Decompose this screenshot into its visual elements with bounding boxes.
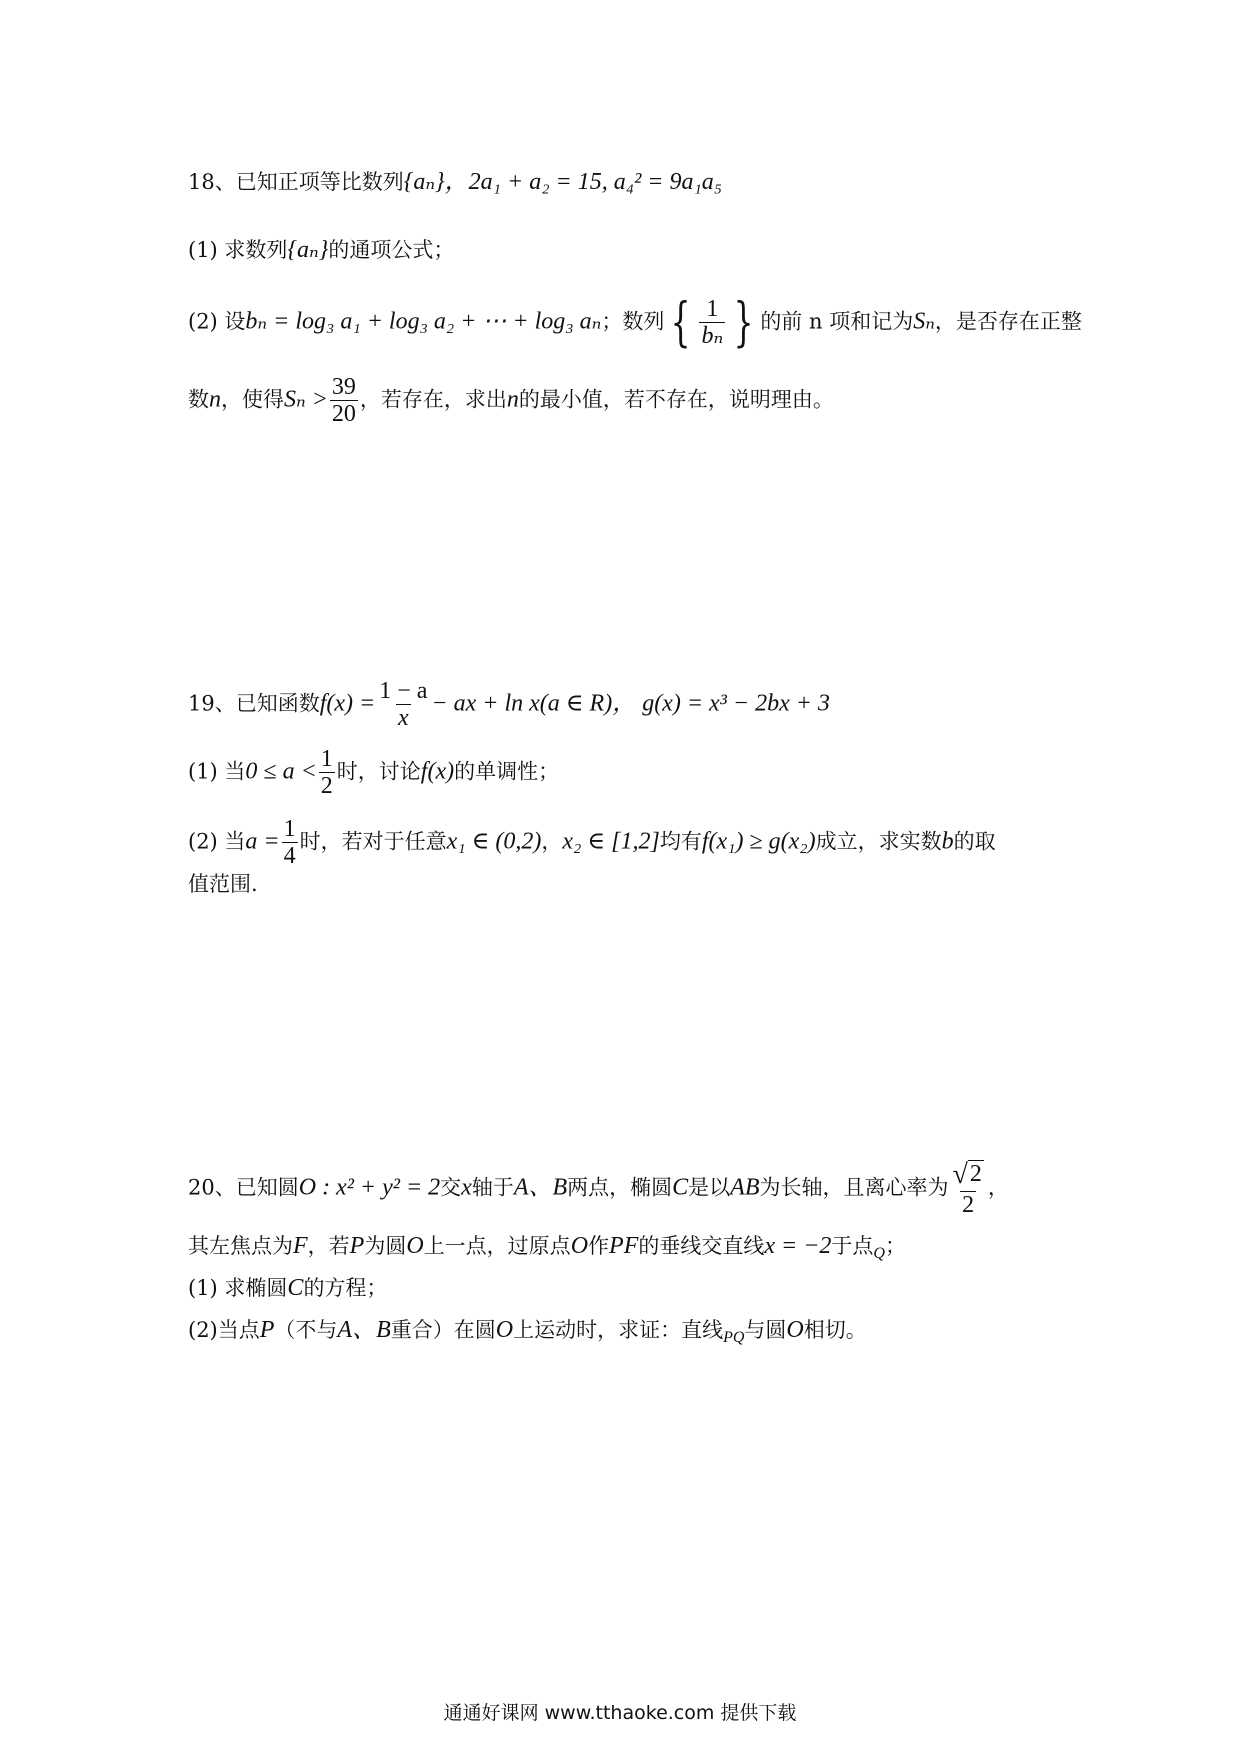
q20-eccentricity: √ 2 2 <box>952 1159 982 1218</box>
page-footer: 通通好课网 www.tthaoke.com 提供下载 <box>443 1702 797 1724</box>
q18-heading: 18、已知正项等比数列{aₙ}，2a₁ + a₂ = 15, a₄² = 9a₁a₅ <box>188 169 723 195</box>
q18-fraction-39-20: $\frac{39}{20}$ <box>331 374 356 428</box>
q19-part2-continued: 值范围. <box>188 872 258 896</box>
q20-heading: 20、已知圆O : x² + y² = 2交x轴于A、B两点，椭圆C是以AB为长轴，且离心率为 √ 2 2 ， <box>188 1159 1009 1218</box>
q18-part2: (2) 设bₙ = log₃ a₁ + log₃ a₂ + ⋯ + log₃ aₙ；数列 { $\frac{1}{\text{bₙ}}$ } 的前 n 项和记为Sₙ，是否存在正整 <box>188 292 1082 353</box>
q19-fraction-half: $\frac{1}{2}$ <box>320 746 333 800</box>
q18-condition: {aₙ}，2a₁ + a₂ = 15, a₄² = 9a₁a₅ <box>403 169 723 195</box>
q19-part1: (1) 当0 ≤ a < $\frac{1}{2}$ 时，讨论f(x)的单调性； <box>188 746 560 800</box>
q18-sequence-brace: { $\frac{1}{\text{bₙ}}$ } <box>671 292 754 353</box>
q19-heading: 19、已知函数f(x) = $\frac{1 - a}{x}$ − ax + ln x(a ∈ R)， g(x) = x³ − 2bx + 3 <box>188 678 830 732</box>
q19-part2: (2) 当a = $\frac{1}{4}$ 时，若对于任意x₁ ∈ (0,2)，x₂ ∈ [1,2]均有f(x₁) ≥ g(x₂)成立，求实数b的取 <box>188 816 996 870</box>
q20-line2: 其左焦点为F，若P为圆O上一点，过原点O作PF的垂线交直线x = −2于点$_Q$； <box>188 1233 906 1263</box>
q19-fraction-quarter: $\frac{1}{4}$ <box>283 816 296 870</box>
q18-part2-continued: 数n，使得Sₙ > $\frac{39}{20}$ ，若存在，求出n的最小值，若不存在，说明理由。 <box>188 374 834 428</box>
q20-part1: (1) 求椭圆C的方程； <box>188 1275 388 1301</box>
q18-part1: (1) 求数列{aₙ}的通项公式； <box>188 237 455 263</box>
q19-fraction: $\frac{1 - a}{x}$ <box>379 678 428 732</box>
q20-part2: (2)当点P（不与A、B重合）在圆O上运动时，求证：直线$_{PQ}$与圆O相切。 <box>188 1317 867 1347</box>
